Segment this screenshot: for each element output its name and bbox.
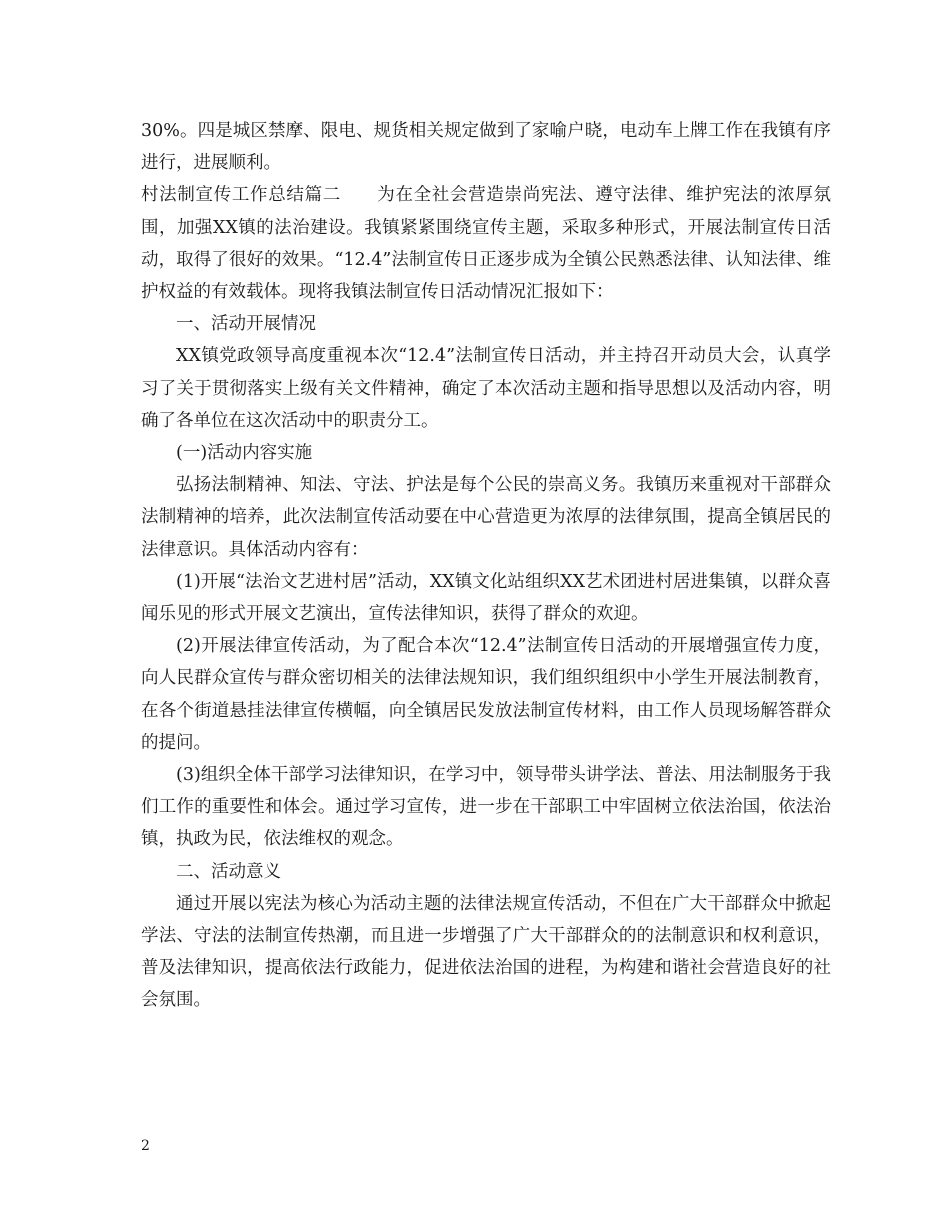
list-item-2: (2)开展法律宣传活动，为了配合本次“12.4”法制宣传日活动的开展增强宣传力度，向人民群众宣传与群众密切相关的法律法规知识，我们组织组织中小学生开展法制教育，在各个街道悬挂法律宣传横幅，向全镇居民发放法制宣传材料，由工作人员现场解答群众的提问。 <box>141 636 831 753</box>
section-heading-2: 二、活动意义 <box>176 861 281 882</box>
page-number: 2 <box>141 1138 150 1154</box>
list-item-3: (3)组织全体干部学习法律知识，在学习中，领导带头讲学法、普法、用法制服务于我们工作的重要性和体会。通过学习宣传，进一步在干部职工中牢固树立依法治国，依法治镇，执政为民，依法维权的观念。 <box>141 765 831 850</box>
paragraph-4: 弘扬法制精神、知法、守法、护法是每个公民的崇高义务。我镇历来重视对干部群众法制精神的培养，此次法制宣传活动要在中心营造更为浓厚的法律氛围，提高全镇居民的法律意识。具体活动内容有： <box>141 475 831 560</box>
paragraph-3: XX镇党政领导高度重视本次“12.4”法制宣传日活动，并主持召开动员大会，认真学习了关于贯彻落实上级有关文件精神，确定了本次活动主题和指导思想以及活动内容，明确了各单位在这次活动中的职责分工。 <box>141 346 831 431</box>
list-item-1: (1)开展“法治文艺进村居”活动，XX镇文化站组织XX艺术团进村居进集镇，以群众喜闻乐见的形式开展文艺演出，宣传法律知识，获得了群众的欢迎。 <box>141 571 831 625</box>
document-body <box>141 115 831 1017</box>
subsection-heading-1: (一)活动内容实施 <box>176 443 313 464</box>
section-heading-1: 一、活动开展情况 <box>176 314 316 335</box>
paragraph-1: 30%。四是城区禁摩、限电、规货相关规定做到了家喻户晓，电动车上牌工作在我镇有序进行，进展顺利。 <box>141 121 831 174</box>
paragraph-5: 通过开展以宪法为核心为活动主题的法律法规宣传活动，不但在广大干部群众中掀起学法、守法的法制宣传热潮，而且进一步增强了广大干部群众的的法制意识和权利意识，普及法律知识，提高依法行政能力，促进依法治国的进程，为构建和谐社会营造良好的社会氛围。 <box>141 893 831 1011</box>
paragraph-2: 村法制宣传工作总结篇二 为在全社会营造崇尚宪法、遵守法律、维护宪法的浓厚氛围，加强XX镇的法治建设。我镇紧紧围绕宣传主题，采取多种形式，开展法制宣传日活动，取得了很好的效果。“12.4”法制宣传日正逐步成为全镇公民熟悉法律、认知法律、维护权益的有效载体。现将我镇法制宣传日活动情况汇报如下： <box>141 185 831 303</box>
